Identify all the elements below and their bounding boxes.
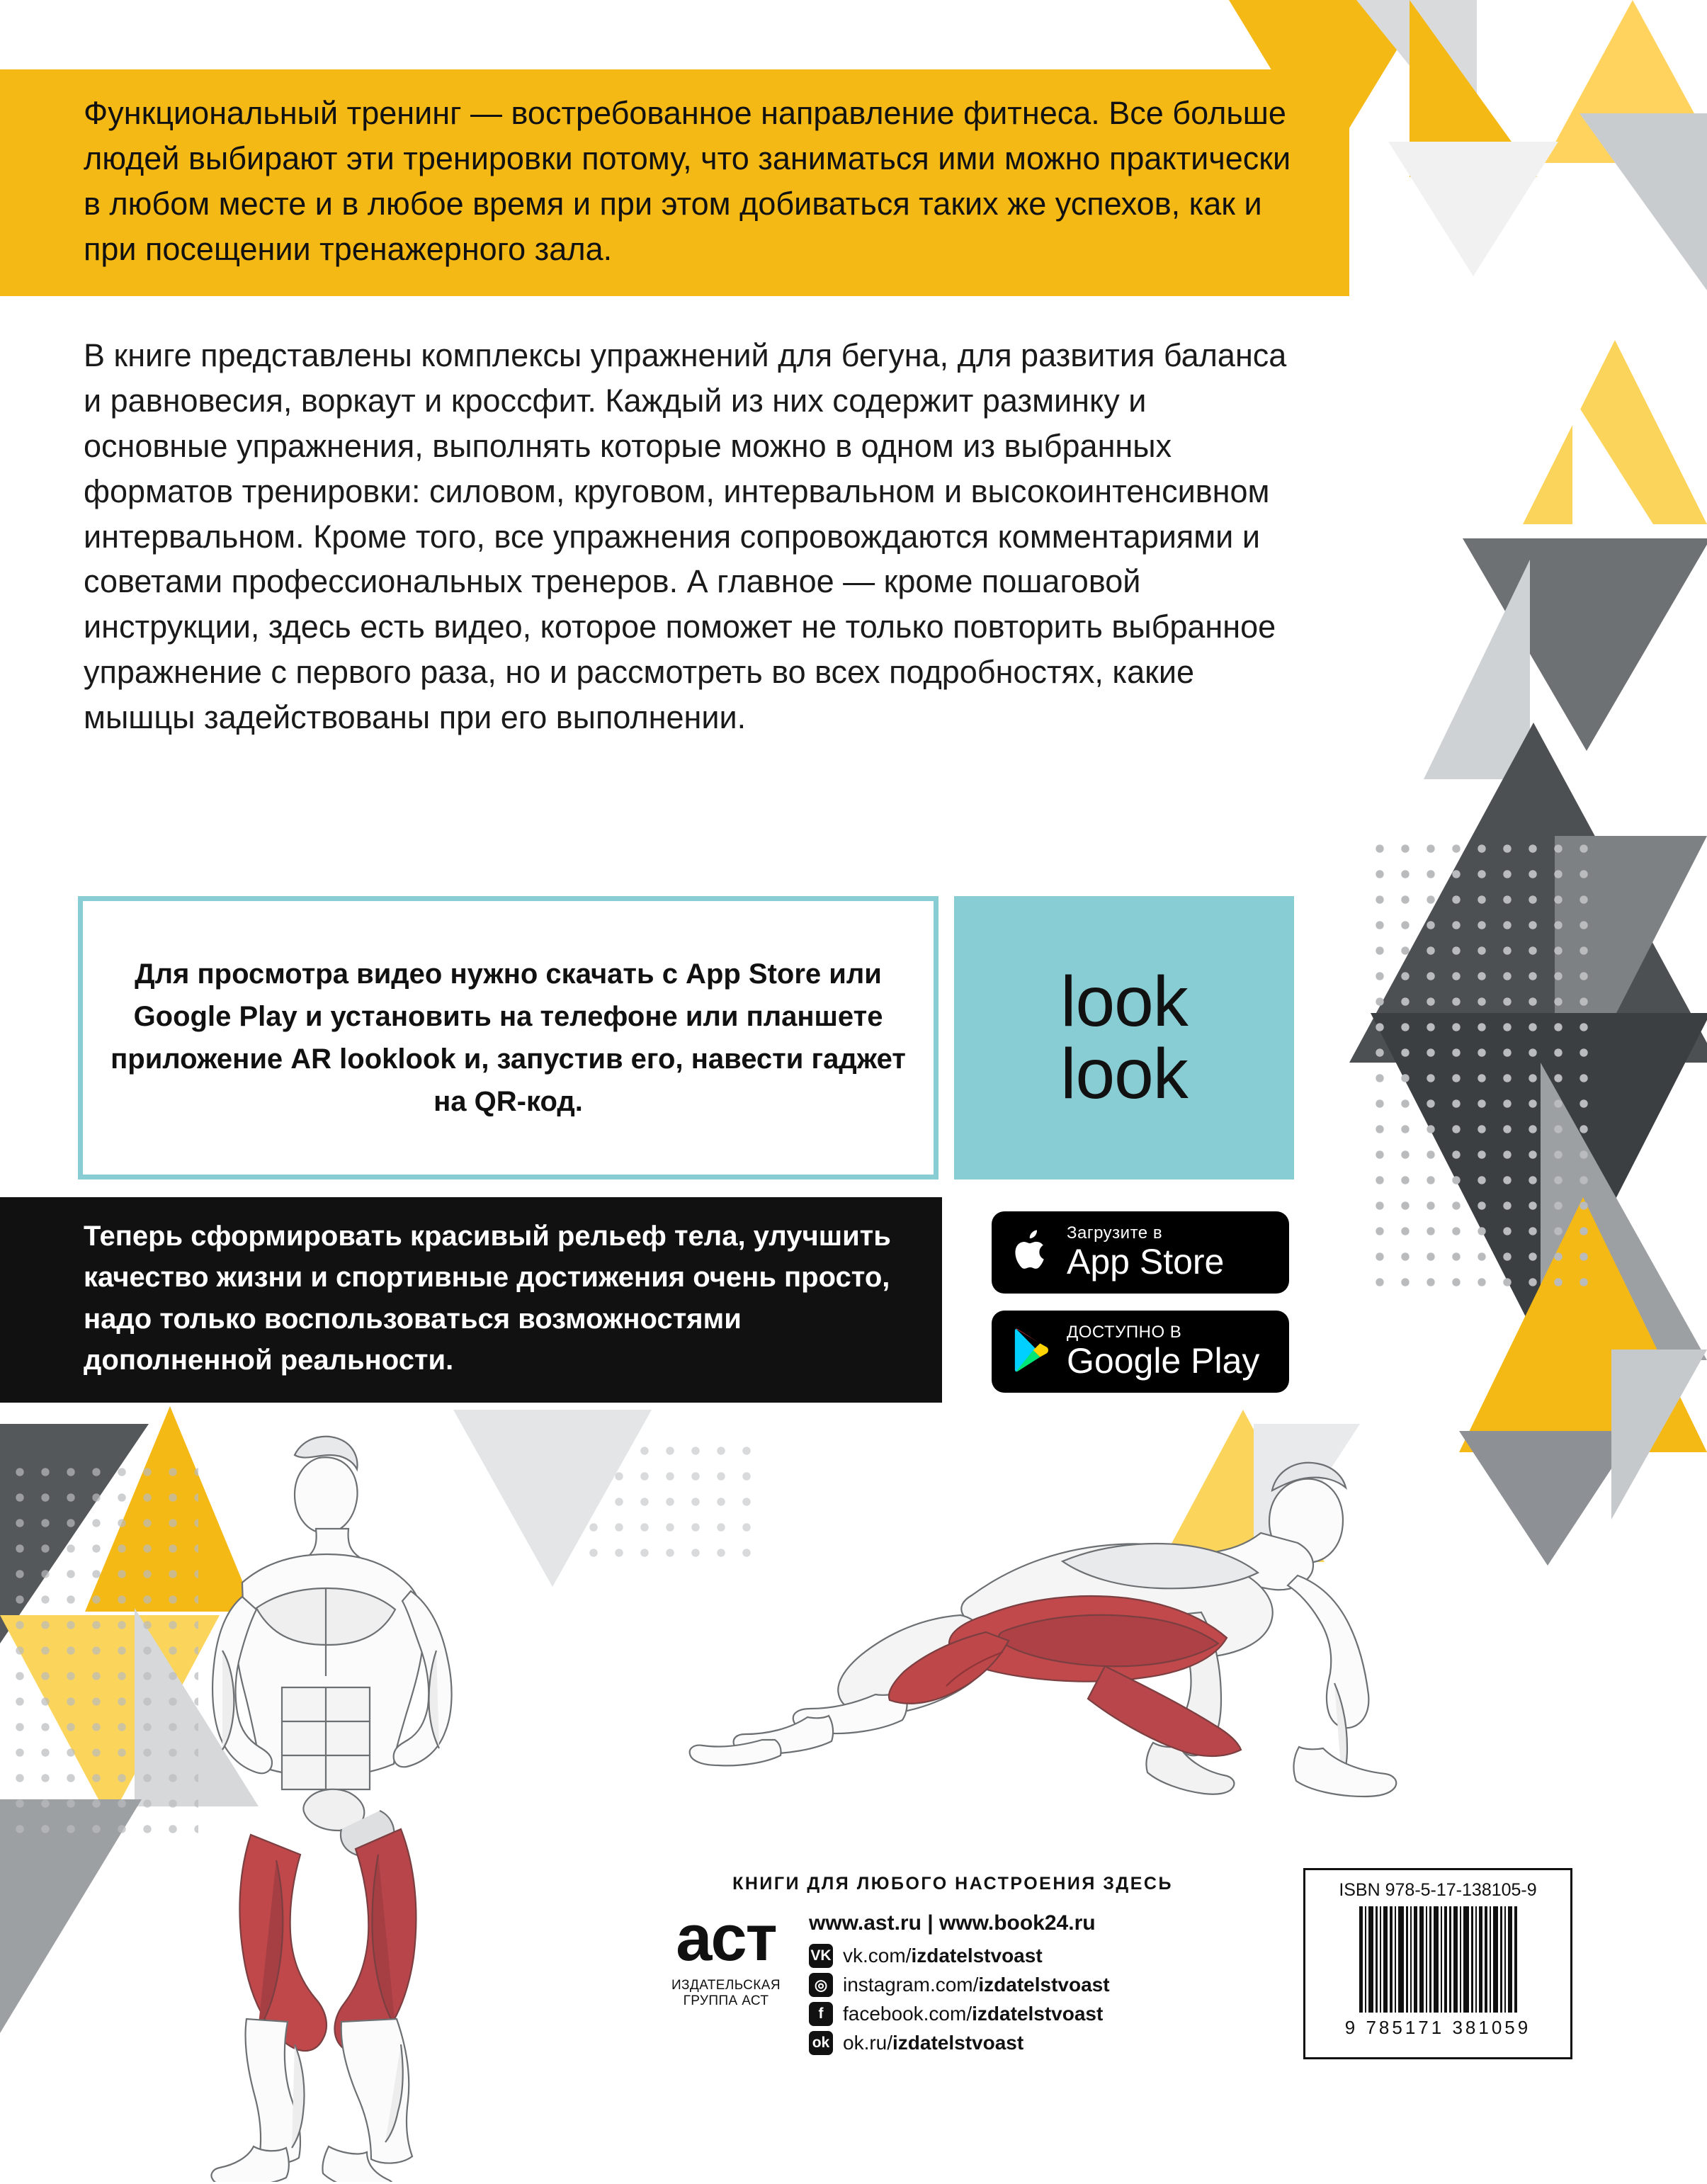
publisher-footer: [659, 1874, 1247, 2060]
google-play-icon: [1011, 1328, 1053, 1376]
facebook-icon: f: [809, 2002, 833, 2026]
apple-icon: [1011, 1227, 1053, 1279]
ast-logo-caption: ИЗДАТЕЛЬСКАЯ ГРУППА АСТ: [671, 1978, 781, 2008]
social-link-ok-prefix: ok.ru/: [843, 2032, 893, 2054]
decor-dot-grid-right: [1367, 836, 1601, 1303]
intro-text: Функциональный тренинг — востребованное направление фитнеса. Все больше людей выбирают эти тренировки потому, что заниматься ими можно практически в любом месте и в любое время и при этом добиваться таких же успехов, как и при посещении тренажерного зала.: [84, 95, 1291, 267]
app-store-badge-subtitle: Загрузите в: [1067, 1223, 1163, 1243]
looklook-logo: [954, 896, 1294, 1179]
athlete-squat-illustration: [106, 1410, 616, 2182]
promo-text: Теперь сформировать красивый рельеф тела, улучшить качество жизни и спортивные достижения очень просто, надо только воспользоваться возможностями дополненной реальности.: [84, 1221, 891, 1376]
footer-tagline: КНИГИ ДЛЯ ЛЮБОГО НАСТРОЕНИЯ ЗДЕСЬ: [732, 1874, 1173, 1894]
decor-dot-grid-bottom-center: [581, 1438, 765, 1573]
isbn-label: ISBN 978-5-17-138105-9: [1339, 1880, 1537, 1900]
ar-instruction-box: [78, 896, 938, 1179]
barcode: [1315, 1906, 1560, 2013]
social-link-instagram-prefix: instagram.com/: [843, 1974, 979, 1996]
social-link-facebook[interactable]: [809, 2002, 1110, 2026]
social-link-ok[interactable]: [809, 2031, 1110, 2055]
google-play-badge-title: Google Play: [1067, 1341, 1260, 1381]
decor-dot-grid-bottom-left: [7, 1459, 198, 1842]
social-link-facebook-handle: izdatelstvoast: [972, 2003, 1104, 2025]
app-store-badge[interactable]: [992, 1211, 1289, 1294]
social-link-facebook-prefix: facebook.com/: [843, 2003, 972, 2025]
intro-highlight-block: [0, 69, 1349, 296]
vk-icon: VK: [809, 1944, 833, 1968]
looklook-line-2: look: [1060, 1034, 1188, 1114]
social-link-instagram[interactable]: [809, 1973, 1110, 1997]
ast-logo: [659, 1902, 793, 2009]
social-link-instagram-handle: izdatelstvoast: [978, 1974, 1110, 1996]
ar-instruction-text: Для просмотра видео нужно скачать с App Store или Google Play и установить на телефоне или планшете приложение AR looklook и, запустив его, навести гаджет на QR-код.: [110, 958, 906, 1117]
odnoklassniki-icon: ok: [809, 2031, 833, 2055]
instagram-icon: ◎: [809, 1973, 833, 1997]
google-play-badge-subtitle: ДОСТУПНО В: [1067, 1322, 1182, 1342]
athlete-plank-illustration: [637, 1403, 1459, 1920]
description-block: [84, 333, 1295, 740]
social-link-vk-handle: izdatelstvoast: [911, 1945, 1043, 1967]
social-link-ok-handle: izdatelstvoast: [892, 2032, 1024, 2054]
barcode-digits: 9 785171 381059: [1344, 2017, 1531, 2038]
description-text: В книге представлены комплексы упражнений для бегуна, для развития баланса и равновесия, воркаут и кроссфит. Каждый из них содержит разминку и основные упражнения, выполнять которые можно в одном из выбранных форматов тренировки: силовом, круговом, интервальном и высокоинтенсивном интервальном. Кроме того, все упражнения сопровождаются комментариями и советами профессиональных тренеров. А главное — кроме пошаговой инструкции, здесь есть видео, которое поможет не только повторить выбранное упражнение с первого раза, но и рассмотреть во всех подробностях, какие мышцы задействованы при его выполнении.: [84, 337, 1287, 736]
promo-block: [0, 1197, 942, 1403]
social-link-vk-prefix: vk.com/: [843, 1945, 912, 1967]
google-play-badge[interactable]: [992, 1311, 1289, 1393]
footer-websites[interactable]: www.ast.ru | www.book24.ru: [809, 1911, 1096, 1935]
app-store-badge-title: App Store: [1067, 1242, 1225, 1282]
isbn-block: [1303, 1868, 1572, 2059]
social-link-vk[interactable]: [809, 1944, 1110, 1968]
ast-logo-mark: аст: [676, 1902, 776, 1974]
looklook-line-1: look: [1060, 962, 1188, 1041]
